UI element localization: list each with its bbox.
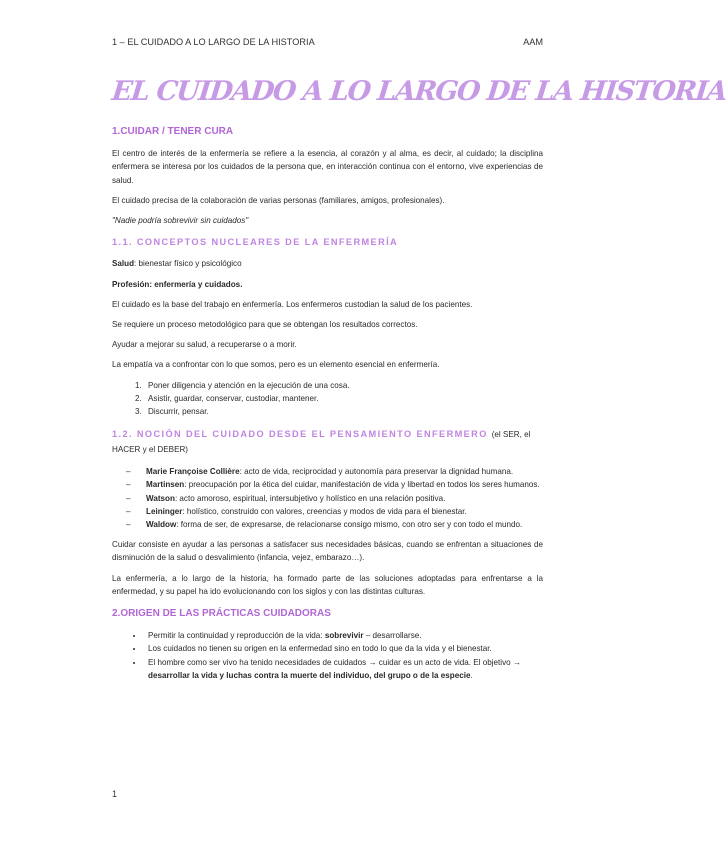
list-item (144, 518, 543, 531)
section-heading-conceptos: 1.1. CONCEPTOS NUCLEARES DE LA ENFERMERÍA (112, 237, 399, 248)
list-item (144, 465, 543, 478)
list-item: • Los cuidados no tienen su origen en la enfermedad sino en todo lo que da la vida y el bienestar. (144, 642, 543, 655)
author-name: Marie Françoise Collière (146, 467, 240, 477)
list-item (144, 505, 543, 518)
bullet-bold: sobrevivir (324, 631, 364, 641)
author-name: Waldow (146, 520, 177, 530)
author-text: : holístico, construido con valores, creencias y modos de vida para el bienestar. (182, 506, 467, 516)
document-title: EL CUIDADO A LO LARGO DE LA HISTORIA (110, 76, 728, 107)
nocion-heading-tail: (el SER, el HACER y el DEBER) (112, 430, 531, 455)
author-name: Leininger (146, 506, 183, 516)
author-text: : forma de ser, de expresarse, de relacionarse consigo mismo, con otro ser y con todo el mundo. (176, 520, 523, 530)
author-text: : acto amoroso, espiritual, intersubjetivo y holístico en una relación positiva. (174, 493, 446, 503)
paragraph: La empatía va a confrontar con lo que somos, pero es un elemento esencial en enfermería. (112, 360, 440, 370)
paragraph: Cuidar consiste en ayudar a las personas a satisfacer sus necesidades básicas, cuando se enfrentan a situaciones de disminución de la salud o desvalimiento (infancia, vejez, embarazo…). (112, 540, 543, 563)
section-heading-cuidar: 1.CUIDAR / TENER CURA (112, 126, 234, 137)
paragraph: El cuidado precisa de la colaboración de varias personas (familiares, amigos, profesionales). (112, 195, 445, 205)
document-body (112, 125, 543, 689)
list-item (144, 492, 543, 505)
profesion-text: Profesión: enfermería y cuidados. (112, 279, 243, 289)
page-header (112, 37, 543, 47)
bullet-text: – desarrollarse. (363, 631, 422, 641)
bullet-text: El hombre como ser vivo ha tenido necesidades de cuidados → cuidar es un acto de vida. El objetivo (148, 657, 513, 667)
paragraph: El cuidado es la base del trabajo en enfermería. Los enfermeros custodian la salud de los pacientes. (112, 299, 473, 309)
nocion-heading-text: 1.2. NOCIÓN DEL CUIDADO DESDE EL PENSAMIENTO ENFERMERO (112, 429, 488, 440)
bullet-bold: → desarrollar la vida y luchas contra la muerte del individuo, del grupo o de la especie (148, 657, 521, 680)
paragraph: El centro de interés de la enfermería se refiere a la esencia, al corazón y al alma, es decir, al cuidado; la disciplina enfermera se interesa por los cuidados de la persona que, en interacción continua con el entorno, vive experiencias de salud. (112, 149, 543, 185)
list-item: 1. Poner diligencia y atención en la ejecución de una cosa. (144, 379, 543, 392)
paragraph-profesion (112, 278, 543, 291)
list-item (144, 629, 543, 642)
numbered-list (112, 379, 543, 419)
bullet-text: Permitir la continuidad y reproducción de la vida: (148, 631, 325, 641)
list-item (144, 478, 543, 491)
author-text: : preocupación por la ética del cuidar, manifestación de vida y libertad en todos los seres humanos. (184, 480, 540, 490)
salud-text: : bienestar físico y psicológico (134, 259, 242, 269)
section-heading-origen: 2.ORIGEN DE LAS PRÁCTICAS CUIDADORAS (112, 608, 331, 620)
author-name: Martinsen (146, 480, 185, 490)
bullet-text: . (470, 670, 473, 680)
list-item: 2. Asistir, guardar, conservar, custodiar, mantener. (144, 392, 543, 405)
author-name: Watson (146, 493, 175, 503)
list-item (144, 656, 543, 682)
page-number: 1 (112, 789, 118, 799)
header-initials: AAM (523, 37, 543, 47)
bullet-list (112, 629, 543, 682)
paragraph: Se requiere un proceso metodológico para que se obtengan los resultados correctos. (112, 320, 418, 330)
header-title: 1 – EL CUIDADO A LO LARGO DE LA HISTORIA (112, 37, 315, 47)
authors-list (112, 465, 543, 531)
salud-label: Salud (112, 259, 135, 269)
list-item: 3. Discurrir, pensar. (144, 405, 543, 418)
quote: "Nadie podría sobrevivir sin cuidados" (112, 216, 249, 226)
author-text: : acto de vida, reciprocidad y autonomía para preservar la dignidad humana. (239, 467, 514, 477)
paragraph-salud (112, 257, 543, 270)
paragraph: Ayudar a mejorar su salud, a recuperarse o a morir. (112, 340, 297, 350)
section-heading-nocion (112, 427, 543, 457)
paragraph: La enfermería, a lo largo de la historia, ha formado parte de las soluciones adoptadas para enfrentarse a la enfermedad, y su papel ha ido evolucionando con los siglos y con las distintas culturas. (112, 573, 543, 596)
